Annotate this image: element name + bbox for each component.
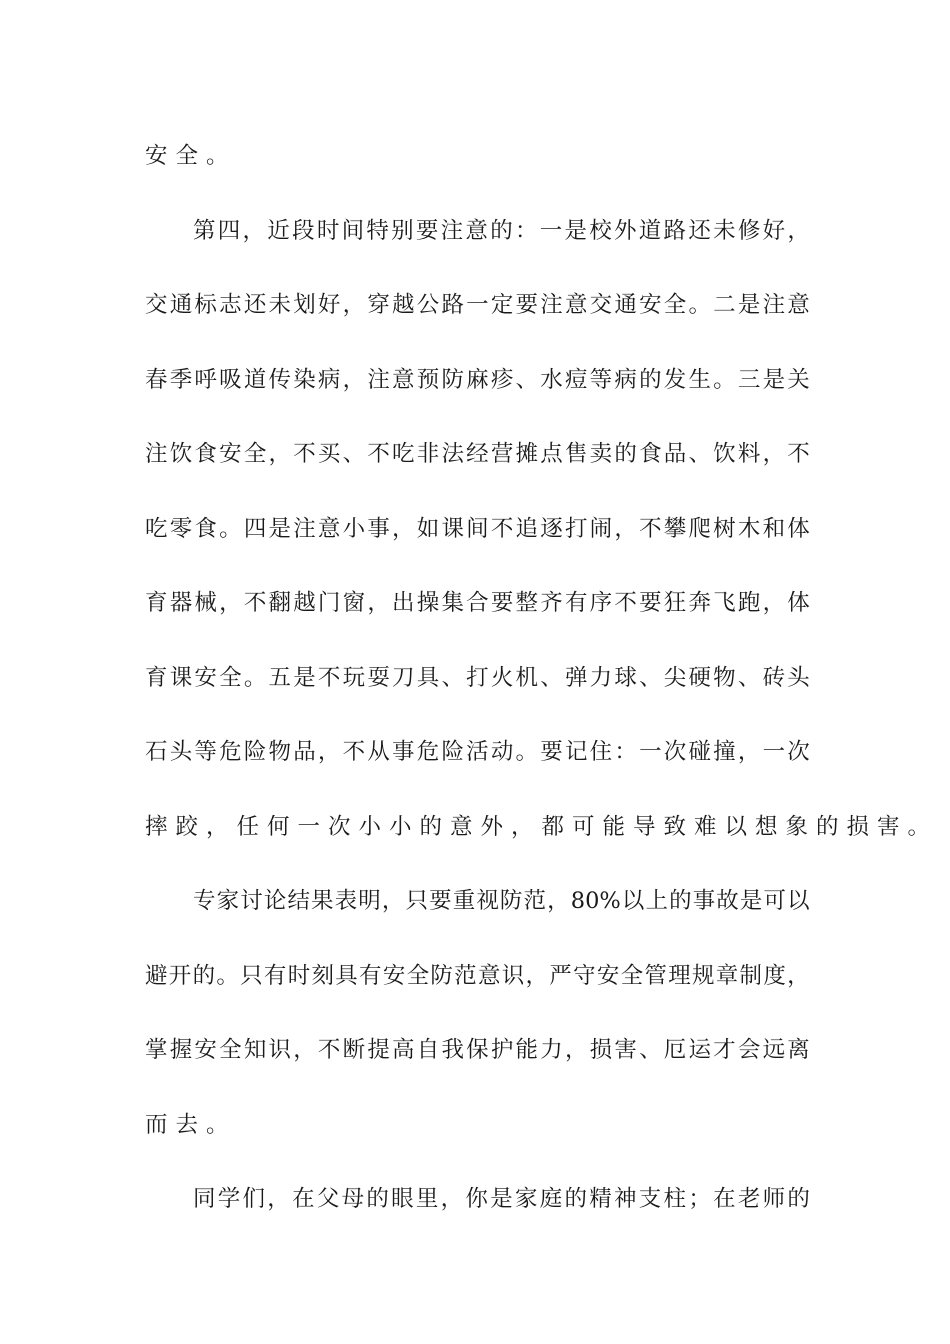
text-line: 安全。 [145,143,237,169]
document-body [145,119,939,1237]
text-line: 注 饮 食 安 全 ， 不 买 、 不 吃 非 法 经 营 摊 点 售 卖 的 食 品 、 饮 料 ， 不 [145,441,810,467]
text-line: 吃 零 食 。 四 是 注 意 小 事 ， 如 课 间 不 追 逐 打 闹 ， 不 攀 爬 树 木 和 体 [145,515,810,542]
text-line: 育 器 械 ， 不 翻 越 门 窗 ， 出 操 集 合 要 整 齐 有 序 不 要 狂 奔 飞 跑 ， 体 [145,590,810,616]
text-line: 育 课 安 全 。 五 是 不 玩 耍 刀 具 、 打 火 机 、 弹 力 球 、 尖 硬 物 、 砖 头 [145,664,810,691]
text-line: 而去。 [145,1111,237,1138]
text-line: 石 头 等 危 险 物 品 ， 不 从 事 危 险 活 动 。 要 记 住 ： 一 次 碰 撞 ， 一 次 [145,739,810,765]
text-line: 交 通 标 志 还 未 划 好 ， 穿 越 公 路 一 定 要 注 意 交 通 安 全 。 二 是 注 意 [145,292,810,318]
text-line: 春 季 呼 吸 道 传 染 病 ， 注 意 预 防 麻 疹 、 水 痘 等 病 的 发 生 。 三 是 关 [145,366,810,393]
text-line: 专 家 讨 论 结 果 表 明 ， 只 要 重 视 防 范 ， 80% 以 上 的 事 故 是 可 以 [193,888,810,914]
text-line: 第 四 ， 近 段 时 间 特 别 要 注 意 的 ： 一 是 校 外 道 路 还 未 修 好 ， [193,217,810,244]
text-line: 掌 握 安 全 知 识 ， 不 断 提 高 自 我 保 护 能 力 ， 损 害 、 厄 运 才 会 远 离 [145,1037,810,1063]
text-line: 避 开 的 。 只 有 时 刻 具 有 安 全 防 范 意 识 ， 严 守 安 全 管 理 规 章 制 度 ， [145,962,810,989]
text-line: 同 学 们 ， 在 父 母 的 眼 里 ， 你 是 家 庭 的 精 神 支 柱 ； 在 老 师 的 [193,1186,810,1212]
text-line: 摔跤，任何一次小小的意外，都可能导致难以想象的损害。 [145,813,939,840]
